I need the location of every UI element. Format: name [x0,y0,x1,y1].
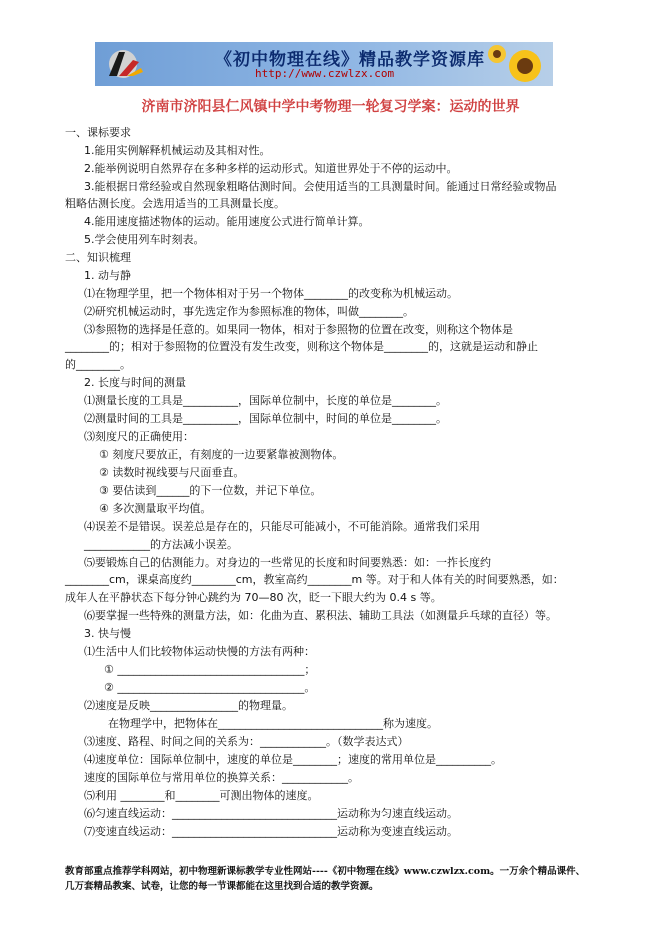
text-line: 1.能用实例解释机械运动及其相对性。 [84,144,271,157]
text-line: ⑶速度、路程、时间之间的关系为：____________。（数学表达式） [84,735,409,748]
section-heading-2: 二、知识梳理 [65,251,131,264]
text-line: ________cm，课桌高度约________cm，教室高约________m 等。对于和人体有关的时间要熟悉，如： [65,573,564,586]
header-banner [95,42,553,86]
banner-title: 《初中物理在线》精品教学资源库 [215,50,485,70]
text-line: ④ 多次测量取平均值。 [99,502,212,515]
text-line: ⑴在物理学里，把一个物体相对于另一个物体________的改变称为机械运动。 [84,287,458,300]
section-heading-1: 一、课标要求 [65,126,131,139]
text-line: 在物理学中，把物体在______________________________称为速度。 [108,717,438,730]
text-line: ⑵速度是反映________________的物理量。 [84,699,293,712]
text-line: ② __________________________________。 [104,681,316,694]
text-line: ⑺变速直线运动：______________________________运动称为变速直线运动。 [84,825,458,838]
text-line: 2.能举例说明自然界存在多种多样的运动形式。知道世界处于不停的运动中。 [84,162,458,175]
text-line: ⑹匀速直线运动：______________________________运动称为匀速直线运动。 [84,807,458,820]
text-line: 速度的国际单位与常用单位的换算关系：____________。 [84,771,359,784]
text-line: ⑹要掌握一些特殊的测量方法，如：化曲为直、累积法、辅助工具法（如测量乒乓球的直径）等。 [84,609,557,622]
text-line: ⑶参照物的选择是任意的。如果同一物体，相对于参照物的位置在改变，则称这个物体是 [84,323,513,336]
text-line: ⑷速度单位：国际单位制中，速度的单位是________；速度的常用单位是__________。 [84,753,502,766]
text-line: 5.学会使用列车时刻表。 [84,233,205,246]
page-footer [65,864,585,894]
text-line: ⑴生活中人们比较物体运动快慢的方法有两种： [84,645,315,658]
text-line: ____________的方法减小误差。 [84,538,238,551]
text-line: 的________。 [65,358,131,371]
text-line: ② 读数时视线要与尺面垂直。 [99,466,245,479]
text-line: ⑸利用 ________和________可测出物体的速度。 [84,789,319,802]
text-line: ⑴测量长度的工具是__________，国际单位制中，长度的单位是________。 [84,394,447,407]
subsection-heading: 2. 长度与时间的测量 [84,376,186,389]
text-line: 粗略估测长度。会选用适当的工具测量长度。 [65,197,285,210]
site-logo-icon [103,46,147,82]
text-line: 3.能根据日常经验或自然现象粗略估测时间。会使用适当的工具测量时间。能通过日常经验或物品 [84,180,557,193]
text-line: 成年人在平静状态下每分钟心跳约为 70—80 次，眨一下眼大约为 0.4 s 等。 [65,591,442,604]
text-line: ⑷误差不是错误。误差总是存在的，只能尽可能减小，不可能消除。通常我们采用 [84,520,480,533]
subsection-heading: 1. 动与静 [84,269,131,282]
banner-url: http://www.czwlzx.com [255,67,395,80]
text-line: ① 刻度尺要放正，有刻度的一边要紧靠被测物体。 [99,448,344,461]
subsection-heading: 3. 快与慢 [84,627,131,640]
text-line: ⑵测量时间的工具是__________，国际单位制中，时间的单位是________。 [84,412,447,425]
text-line: ________的；相对于参照物的位置没有发生改变，则称这个物体是________的，这就是运动和静止 [65,340,538,353]
text-line: 4.能用速度描述物体的运动。能用速度公式进行简单计算。 [84,215,370,228]
page-title: 济南市济阳县仁风镇中学中考物理一轮复习学案：运动的世界 [141,99,520,115]
text-line: ③ 要估读到______的下一位数，并记下单位。 [99,484,322,497]
text-line: ⑵研究机械运动时，事先选定作为参照标准的物体，叫做________。 [84,305,414,318]
sunflower-icon [483,44,547,84]
text-line: ⑶刻度尺的正确使用： [84,430,194,443]
text-line: ① __________________________________； [104,663,316,676]
footer-line: 教育部重点推荐学科网站，初中物理新课标教学专业性网站----《初中物理在线》www.czwlzx.com。一万余个精品课件、 [65,866,586,877]
footer-line: 几万套精品教案、试卷，让您的每一节课都能在这里找到合适的教学资源。 [65,881,379,892]
text-line: ⑸要锻炼自己的估测能力。对身边的一些常见的长度和时间要熟悉：如：一拃长度约 [84,556,491,569]
